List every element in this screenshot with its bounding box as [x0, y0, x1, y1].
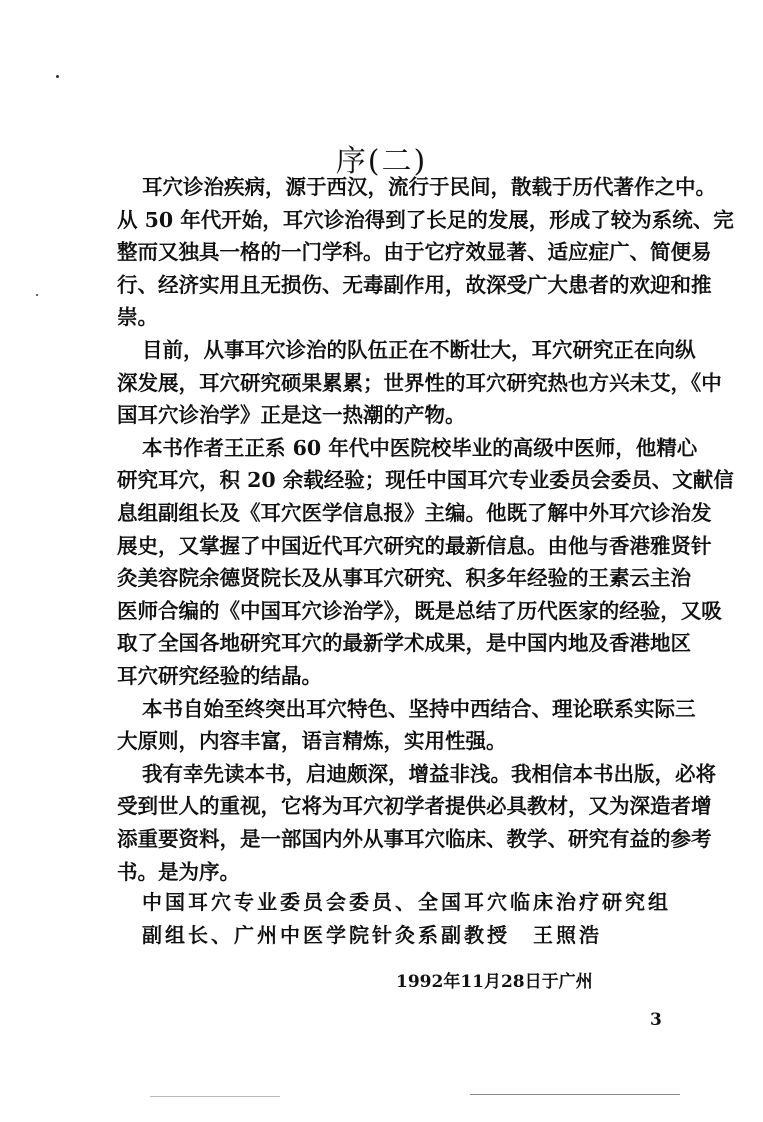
date-place: 1992年11月28日于广州	[396, 972, 593, 992]
page-number: 3	[650, 1010, 662, 1030]
signature-line-2: 副组长、广州中医学院针灸系副教授 王照浩	[142, 923, 602, 947]
paragraph-4-line: 大原则，内容丰富，语言精炼，实用性强。	[117, 729, 507, 753]
paragraph-3-line: 展史，又掌握了中国近代耳穴研究的最新信息。由他与香港雅贤针	[117, 534, 712, 558]
paragraph-5-line: 添重要资料，是一部国内外从事耳穴临床、教学、研究有益的参考	[117, 827, 712, 851]
paragraph-2-line: 深发展，耳穴研究硕果累累；世界性的耳穴研究热也方兴未艾，《中	[117, 371, 722, 395]
paragraph-3-line: 取了全国各地研究耳穴的最新学术成果，是中国内地及香港地区	[117, 631, 691, 655]
signature-line-1: 中国耳穴专业委员会委员、全国耳穴临床治疗研究组	[142, 890, 671, 914]
paragraph-1-line: 崇。	[117, 305, 158, 329]
paragraph-4-line: 本书自始至终突出耳穴特色、坚持中西结合、理论联系实际三	[142, 697, 696, 721]
paragraph-2-line: 国耳穴诊治学》正是这一热潮的产物。	[117, 403, 466, 427]
paragraph-3-line: 息组副组长及《耳穴医学信息报》主编。他既了解中外耳穴诊治发	[117, 501, 712, 525]
paragraph-3-line: 灸美容院余德贤院长及从事耳穴研究、积多年经验的王素云主治	[117, 566, 691, 590]
paragraph-3-line: 本书作者王正系 60 年代中医院校毕业的高级中医师，他精心	[142, 436, 698, 460]
paragraph-1-line: 行、经济实用且无损伤、无毒副作用，故深受广大患者的欢迎和推	[117, 273, 712, 297]
paragraph-3-line: 研究耳穴，积 20 余载经验；现任中国耳穴专业委员会委员、文献信	[117, 468, 734, 492]
paragraph-2-line: 目前，从事耳穴诊治的队伍正在不断壮大，耳穴研究正在向纵	[142, 338, 696, 362]
scan-edge-line	[470, 1094, 680, 1095]
page-title: 序(二)	[335, 144, 428, 179]
paragraph-1-line: 耳穴诊治疾病，源于西汉，流行于民间，散载于历代著作之中。	[142, 175, 716, 199]
paragraph-5-line: 我有幸先读本书，启迪颇深，增益非浅。我相信本书出版，必将	[142, 762, 716, 786]
scan-speck	[36, 294, 38, 296]
paragraph-3-line: 耳穴研究经验的结晶。	[117, 664, 322, 688]
paragraph-5-line: 受到世人的重视，它将为耳穴初学者提供必具教材，又为深造者增	[117, 794, 712, 818]
paragraph-5-line: 书。是为序。	[117, 860, 240, 884]
scan-edge-line	[150, 1096, 280, 1097]
scan-speck	[56, 75, 59, 78]
paragraph-3-line: 医师合编的《中国耳穴诊治学》，既是总结了历代医家的经验，又吸	[117, 599, 722, 623]
paragraph-1-line: 整而又独具一格的一门学科。由于它疗效显著、适应症广、简便易	[117, 240, 712, 264]
paragraph-1-line: 从 50 年代开始，耳穴诊治得到了长足的发展，形成了较为系统、完	[117, 208, 734, 232]
